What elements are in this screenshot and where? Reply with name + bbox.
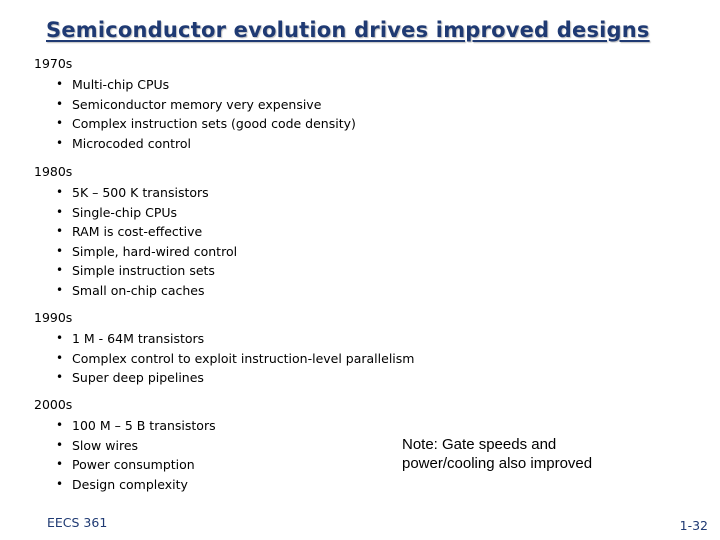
bullet-list bbox=[34, 183, 237, 300]
bullet-item: • Semiconductor memory very expensive bbox=[34, 95, 356, 115]
bullet-item: • Power consumption bbox=[34, 455, 216, 475]
page-number: 1-32 bbox=[679, 518, 708, 533]
slide-title: Semiconductor evolution drives improved designs bbox=[46, 18, 650, 42]
bullet-item: • Simple instruction sets bbox=[34, 261, 237, 281]
bullet-list bbox=[34, 75, 356, 153]
note-line: power/cooling also improved bbox=[402, 455, 593, 472]
bullet-list bbox=[34, 329, 414, 388]
section-1990s bbox=[34, 310, 414, 388]
bullet-item: • Complex control to exploit instruction-level parallelism bbox=[34, 349, 414, 369]
bullet-item: • Complex instruction sets (good code density) bbox=[34, 114, 356, 134]
decade-label: 1990s bbox=[34, 310, 73, 325]
bullet-item: • Super deep pipelines bbox=[34, 368, 414, 388]
bullet-item: • RAM is cost-effective bbox=[34, 222, 237, 242]
bullet-item: • 1 M - 64M transistors bbox=[34, 329, 414, 349]
section-1980s bbox=[34, 164, 237, 300]
bullet-list bbox=[34, 416, 216, 494]
footer-course: EECS 361 bbox=[47, 515, 108, 530]
bullet-item: • Single-chip CPUs bbox=[34, 203, 237, 223]
section-2000s bbox=[34, 397, 216, 494]
bullet-item: • Microcoded control bbox=[34, 134, 356, 154]
note-text bbox=[402, 435, 592, 473]
decade-label: 1980s bbox=[34, 164, 73, 179]
bullet-item: • Simple, hard-wired control bbox=[34, 242, 237, 262]
bullet-item: • Design complexity bbox=[34, 475, 216, 495]
bullet-item: • Small on-chip caches bbox=[34, 281, 237, 301]
bullet-item: • Multi-chip CPUs bbox=[34, 75, 356, 95]
decade-label: 1970s bbox=[34, 56, 73, 71]
decade-label: 2000s bbox=[34, 397, 73, 412]
bullet-item: • 5K – 500 K transistors bbox=[34, 183, 237, 203]
bullet-item: • 100 M – 5 B transistors bbox=[34, 416, 216, 436]
note-line: Note: Gate speeds and bbox=[402, 436, 557, 453]
bullet-item: • Slow wires bbox=[34, 436, 216, 456]
section-1970s bbox=[34, 56, 356, 153]
